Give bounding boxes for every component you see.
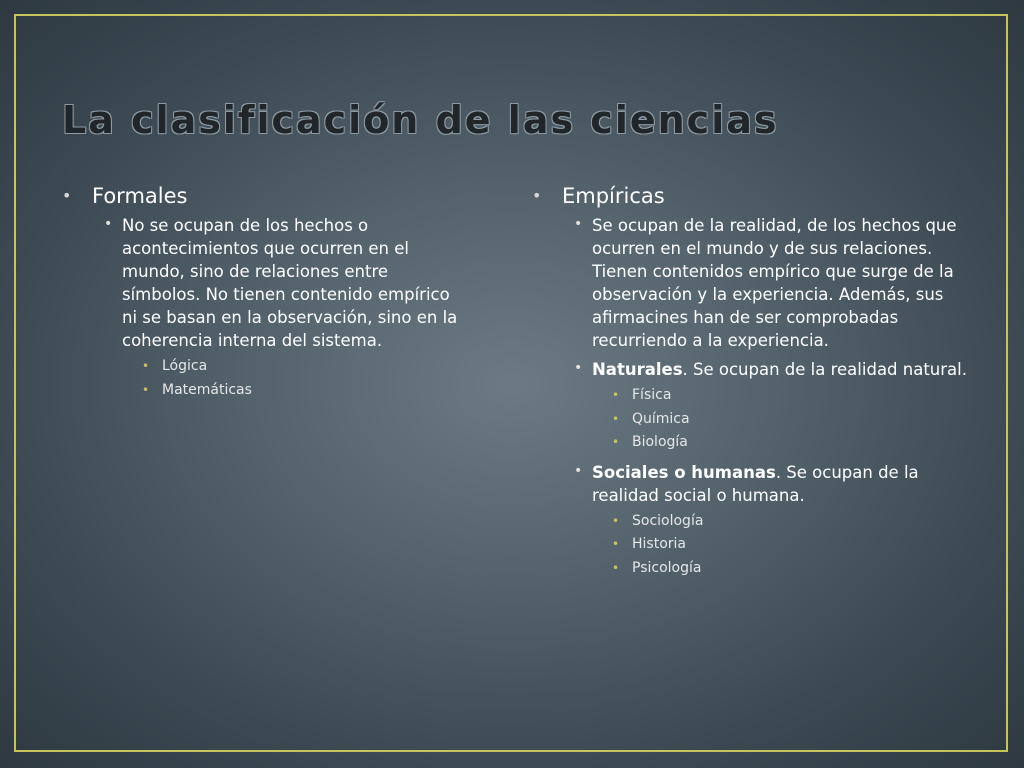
column-formales <box>62 182 462 402</box>
list-item-sociologia: • Sociología <box>612 510 972 534</box>
empiricas-description: • Se ocupan de la realidad, de los hechos que ocurren en el mundo y de sus relaciones. Tienen contenidos empírico que surge de la observación y la experiencia. Además, sus afirmacines han de ser comprobadas recurriendo a la experiencia. <box>570 214 972 352</box>
list-item-biologia: • Biología <box>612 431 972 455</box>
list-item-historia: • Historia <box>612 533 972 557</box>
bullet-icon: • <box>612 560 620 575</box>
heading-empiricas: • Empíricas <box>532 184 665 208</box>
list-item-fisica: • Física <box>612 384 972 408</box>
bullet-icon: • <box>612 411 620 426</box>
formales-description: • No se ocupan de los hechos o acontecimientos que ocurren en el mundo, sino de relaciones entre símbolos. No tienen contenido empírico ni se basan en la observación, sino en la coherencia interna del sistema. <box>100 214 462 352</box>
bullet-icon: • <box>62 186 72 205</box>
bullet-icon: • <box>612 513 620 528</box>
bullet-icon: • <box>142 382 150 397</box>
column-empiricas <box>532 182 972 580</box>
sociales-label: Sociales o humanas <box>592 462 776 482</box>
bullet-icon: • <box>142 359 150 373</box>
sociales-description: • Sociales o humanas. Se ocupan de la realidad social o humana. <box>570 461 972 507</box>
naturales-description: • Naturales. Se ocupan de la realidad natural. <box>570 358 972 381</box>
list-item-psicologia: • Psicología <box>612 557 972 581</box>
bullet-icon: • <box>574 360 583 376</box>
heading-formales: • Formales <box>62 184 188 208</box>
bullet-icon: • <box>612 537 620 551</box>
bullet-icon: • <box>532 186 542 205</box>
naturales-label: Naturales <box>592 360 683 379</box>
list-item-quimica: • Química <box>612 408 972 432</box>
bullet-icon: • <box>612 435 620 449</box>
bullet-icon: • <box>574 462 583 479</box>
list-item-matematicas: • Matemáticas <box>142 379 462 403</box>
bullet-icon: • <box>104 216 113 232</box>
bullet-icon: • <box>574 216 583 232</box>
slide-title: La clasificación de las ciencias <box>62 98 779 142</box>
list-item-logica: • Lógica <box>142 355 462 379</box>
bullet-icon: • <box>612 388 620 402</box>
